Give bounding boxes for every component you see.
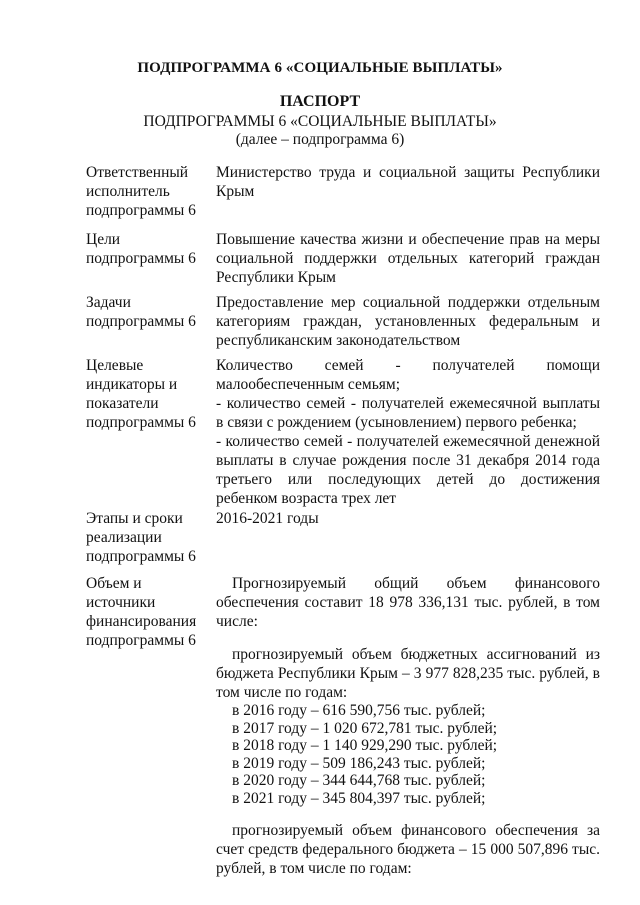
label-line: исполнитель (86, 183, 170, 200)
row-label (86, 163, 211, 220)
year-amount: в 2017 году – 1 020 672,781 тыс. рублей; (232, 719, 498, 737)
year-amount: в 2021 году – 345 804,397 тыс. рублей; (232, 789, 486, 807)
subprogram-title: ПОДПРОГРАММА 6 «СОЦИАЛЬНЫЕ ВЫПЛАТЫ» (137, 60, 503, 76)
label-line: подпрограммы 6 (86, 202, 196, 219)
label-line: Цели (86, 231, 121, 248)
indicator-item: - количество семей - получателей ежемесячной денежной выплаты в случае рождения после 31 декабря 2014 года третьего или последующих детей до достижения ребенком возраста трех лет (216, 433, 600, 507)
label-line: Целевые (86, 357, 144, 374)
label-line: финансирования (86, 613, 197, 630)
row-value (216, 509, 600, 528)
label-line: показатели (86, 395, 159, 412)
row-value (216, 574, 600, 878)
year-amount: в 2016 году – 616 590,756 тыс. рублей; (232, 702, 486, 719)
label-line: индикаторы и (86, 376, 178, 393)
stages-value: 2016-2021 годы (216, 510, 319, 527)
row-label (86, 356, 211, 432)
indicator-item: - количество семей - получателей ежемесячной выплаты в связи с рождением (усыновлением) первого ребенка; (216, 395, 600, 431)
row-label (86, 293, 211, 331)
row-value (216, 163, 600, 201)
label-line: подпрограммы 6 (86, 632, 196, 649)
label-line: подпрограммы 6 (86, 313, 196, 330)
label-line: подпрограммы 6 (86, 250, 196, 267)
label-line: реализации (86, 529, 162, 546)
passport-subtitle-note: (далее – подпрограмма 6) (235, 131, 405, 148)
label-line: подпрограммы 6 (86, 414, 196, 431)
row-label (86, 509, 211, 566)
row-value (216, 293, 600, 350)
regional-years-list (216, 702, 600, 807)
responsible-value: Министерство труда и социальной защиты Республики Крым (216, 164, 600, 200)
label-line: подпрограммы 6 (86, 548, 196, 565)
funding-regional-intro: прогнозируемый объем бюджетных ассигнований из бюджета Республики Крым – 3 977 828,235 тыс. рублей, в том числе по годам: (216, 646, 600, 701)
label-line: Объем и (86, 575, 142, 592)
row-value (216, 356, 600, 508)
funding-federal-intro: прогнозируемый объем финансового обеспечения за счет средств федерального бюджета – 15 000 507,896 тыс. рублей, в том числе по годам: (216, 822, 600, 877)
row-label (86, 230, 211, 268)
goals-value: Повышение качества жизни и обеспечение прав на меры социальной поддержки отдельных категорий граждан Республики Крым (216, 231, 600, 286)
passport-subtitle: ПОДПРОГРАММЫ 6 «СОЦИАЛЬНЫЕ ВЫПЛАТЫ» (143, 113, 497, 130)
label-line: источники (86, 594, 156, 611)
row-value (216, 230, 600, 287)
tasks-value: Предоставление мер социальной поддержки отдельным категориям граждан, установленных федеральным и республиканским законодательством (216, 294, 600, 349)
year-amount: в 2019 году – 509 186,243 тыс. рублей; (232, 754, 486, 772)
label-line: Этапы и сроки (86, 510, 183, 527)
row-label (86, 574, 211, 650)
passport-heading: ПАСПОРТ (279, 93, 361, 110)
funding-total: Прогнозируемый общий объем финансового обеспечения составит 18 978 336,131 тыс. рублей, в том числе: (216, 575, 600, 630)
year-amount: в 2020 году – 344 644,768 тыс. рублей; (232, 772, 486, 789)
label-line: Задачи (86, 294, 131, 311)
year-amount: в 2018 году – 1 140 929,290 тыс. рублей; (232, 737, 498, 754)
indicator-item: Количество семей - получателей помощи малообеспеченным семьям; (216, 357, 600, 393)
label-line: Ответственный (86, 164, 189, 181)
